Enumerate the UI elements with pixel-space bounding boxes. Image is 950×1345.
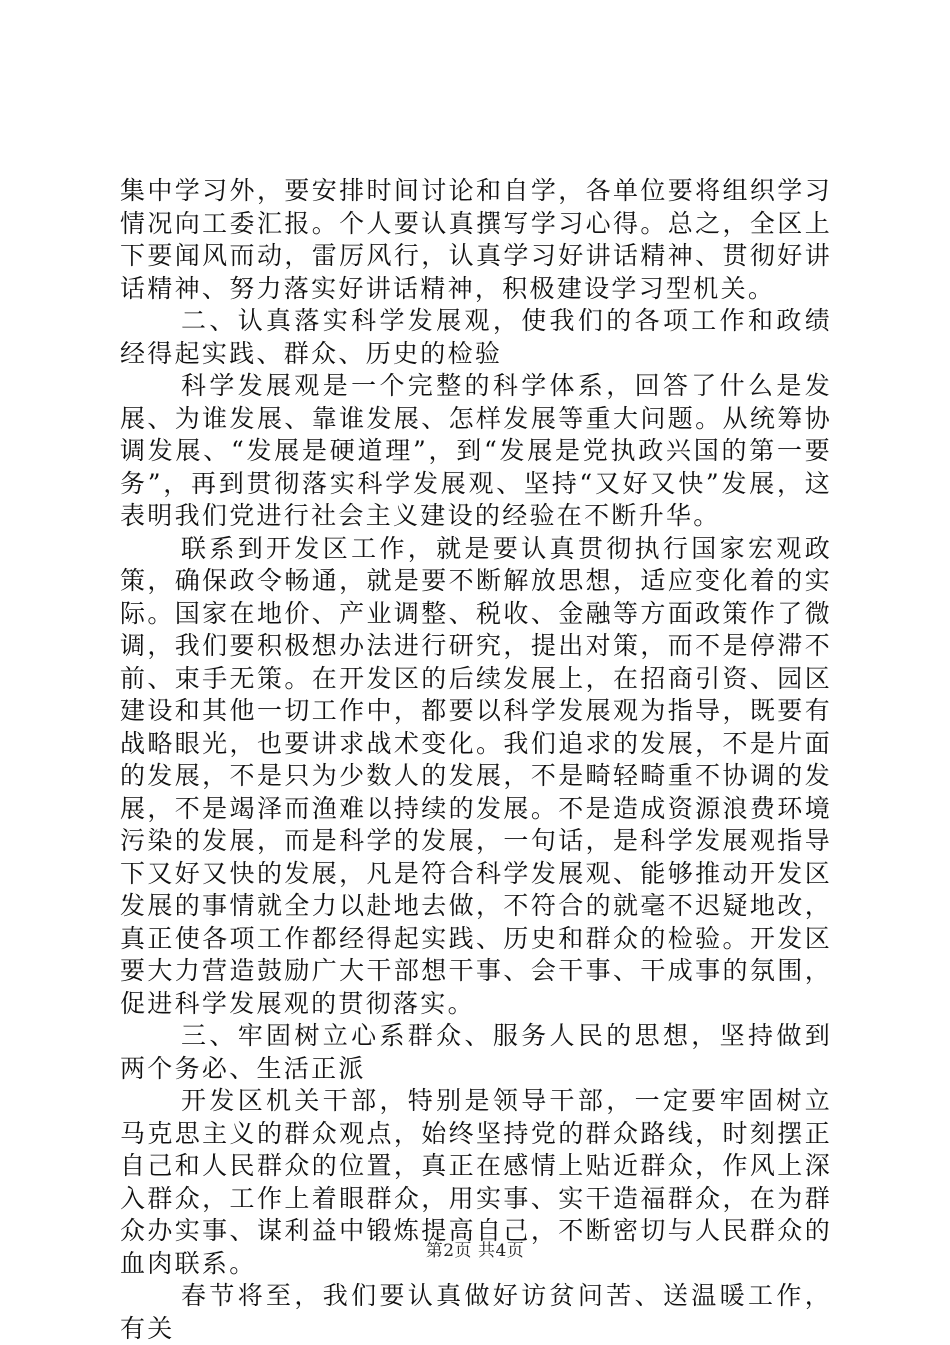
paragraph-spring-festival: 春节将至，我们要认真做好访贫问苦、送温暖工作，有关	[120, 1281, 832, 1343]
page-number-footer: 第2页 共4页	[425, 1241, 525, 1261]
section-heading-serve-the-people: 三、牢固树立心系群众、服务人民的思想，坚持做到两个务必、生活正派	[120, 1021, 832, 1083]
paragraph-mass-line: 开发区机关干部，特别是领导干部，一定要牢固树立马克思主义的群众观点，始终坚持党的群众路线，时刻摆正自己和人民群众的位置，真正在感情上贴近群众，作风上深入群众，工作上着眼群众，用实事、实干造福群众，在为群众办实事、谋利益中锻炼提高自己，不断密切与人民群众的血肉联系。	[120, 1086, 832, 1278]
section-heading-scientific-development: 二、认真落实科学发展观，使我们的各项工作和政绩经得起实践、群众、历史的检验	[120, 306, 832, 368]
paragraph-study-report: 集中学习外，要安排时间讨论和自学，各单位要将组织学习情况向工委汇报。个人要认真撰写学习心得。总之，全区上下要闻风而动，雷厉风行，认真学习好讲话精神、贯彻好讲话精神、努力落实好讲话精神，积极建设学习型机关。	[120, 176, 832, 303]
paragraph-development-zone-work: 联系到开发区工作，就是要认真贯彻执行国家宏观政策，确保政令畅通，就是要不断解放思想，适应变化着的实际。国家在地价、产业调整、税收、金融等方面政策作了微调，我们要积极想办法进行研究，提出对策，而不是停滞不前、束手无策。在开发区的后续发展上，在招商引资、园区建设和其他一切工作中，都要以科学发展观为指导，既要有战略眼光，也要讲求战术变化。我们追求的发展，不是片面的发展，不是只为少数人的发展，不是畸轻畸重不协调的发展，不是竭泽而渔难以持续的发展。不是造成资源浪费环境污染的发展，而是科学的发展，一句话，是科学发展观指导下又好又快的发展，凡是符合科学发展观、能够推动开发区发展的事情就全力以赴地去做，不符合的就毫不迟疑地改，真正使各项工作都经得起实践、历史和群众的检验。开发区要大力营造鼓励广大干部想干事、会干事、干成事的氛围，促进科学发展观的贯彻落实。	[120, 533, 832, 1018]
document-body	[120, 175, 832, 1345]
paragraph-scientific-development-system: 科学发展观是一个完整的科学体系，回答了什么是发展、为谁发展、靠谁发展、怎样发展等重大问题。从统筹协调发展、“发展是硬道理”，到“发展是党执政兴国的第一要务”，再到贯彻落实科学发展观、坚持“又好又快”发展，这表明我们党进行社会主义建设的经验在不断升华。	[120, 371, 832, 530]
